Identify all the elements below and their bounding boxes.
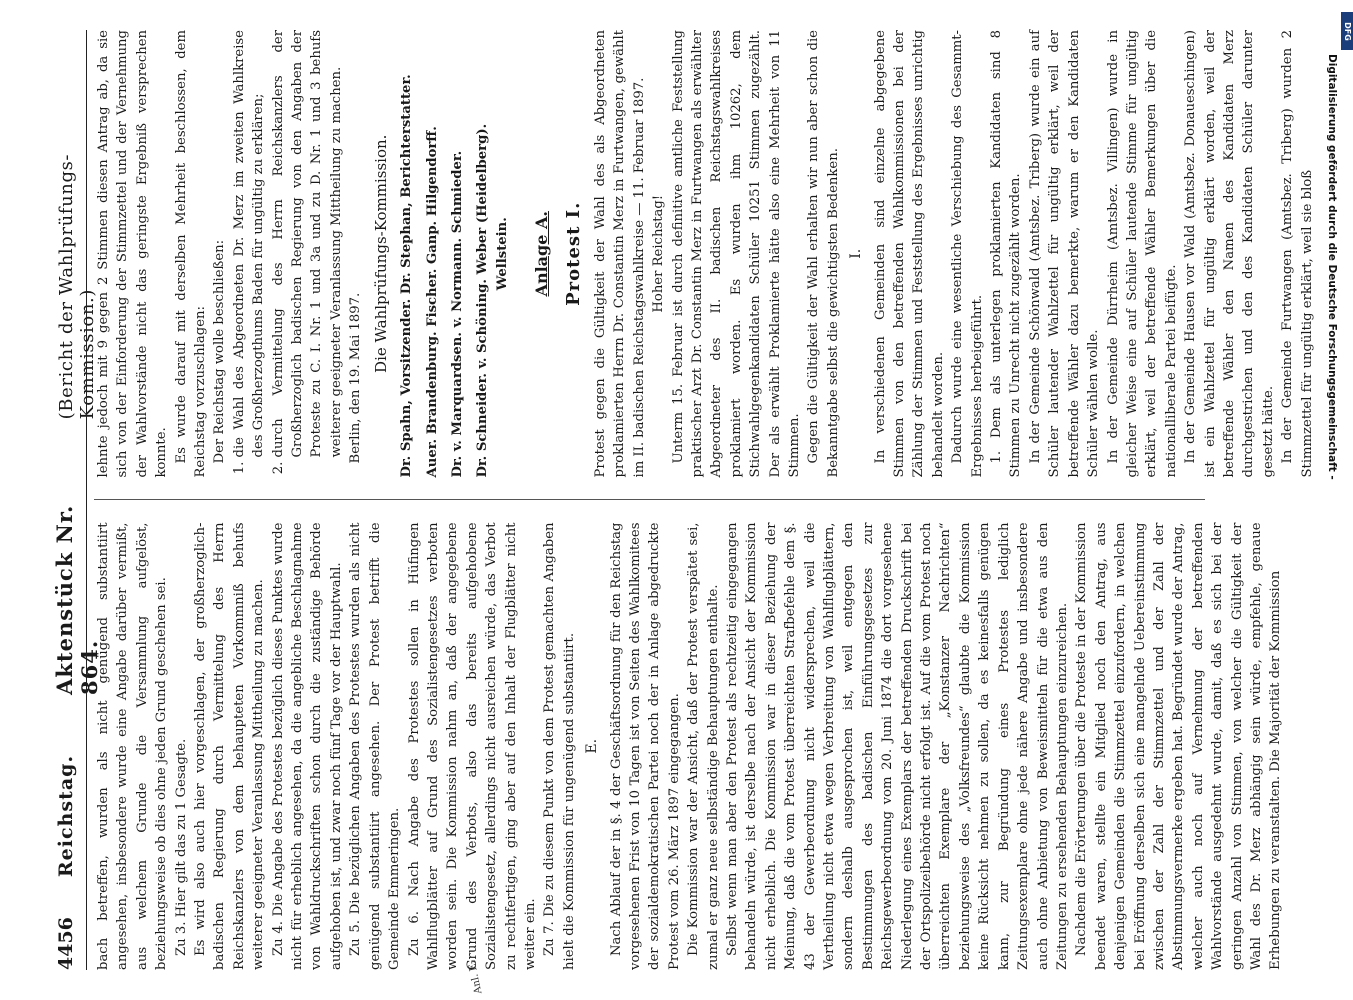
paragraph: In verschiedenen Gemeinden sind einzelne abgegebene Stimmen von den betreffenden Wahlkommissionen bei der Zählung der Stimmen und Feststellung des Ergebnisses unrichtig behandelt worden. xyxy=(872,30,946,478)
commission-title: Die Wahlprüfungs-Kommission. xyxy=(371,134,390,373)
paragraph: Die Kommission war der Ansicht, daß der Protest verspätet sei, zumal er ganz neue selbständige Behauptungen enthalte. xyxy=(686,522,721,970)
salutation: Hoher Reichstag! xyxy=(651,194,667,313)
digitization-credit: Digitalisierung gefördert durch die Deutsche Forschungsgemeinschaft - xyxy=(1326,54,1338,480)
paragraph: bach betreffen, wurden als nicht genügend substantiirt angesehen, insbesondere wurde eine Angabe darüber vermißt, aus welchem Grunde die Versammlung aufgelöst, beziehungsweise ob dies ohne jeden Grund geschehen sei. xyxy=(96,522,170,970)
signature-line xyxy=(473,30,492,478)
paragraph: Zu 5. Die bezüglichen Angaben des Protestes wurden als nicht genügend substantiirt angesehen. Der Protest betrifft die Gemeinde Emmeringen. xyxy=(348,522,403,970)
signature-line xyxy=(397,30,416,478)
paragraph: Nach Ablauf der in §. 4 der Geschäftsordnung für den Reichstag vorgesehenen Frist von 10 Tagen ist von Seiten des Wahlkomitees der sozialdemokratischen Partei noch der in Anlage abgedruckte Protest vom 26. März 1897 eingegangen. xyxy=(608,522,682,970)
paragraph: In der Gemeinde Furtwangen (Amtsbez. Triberg) wurden 2 Stimmzettel für ungültig erklärt, weil sie bloß xyxy=(1280,30,1315,478)
paragraph: Gegen die Gültigkeit der Wahl erhalten wir nun aber schon die Bekanntgabe selbst die gewichtigsten Bedenken. xyxy=(806,30,841,478)
column-divider xyxy=(94,500,1205,501)
paragraph: Zu 6. Nach Angabe des Protestes sollen in Hüfingen Wahlflugblätter auf Grund des Sozialistengesetzes verboten worden sein. Die Kommission nahm an, daß der angegebene Grund des Verbots, also das bereits aufgehobene Sozialistengesetz, allerdings nicht ausreichen würde, das Verbot zu rechtfertigen, ging aber auf den Inhalt der Flugblätter nicht weiter ein. xyxy=(406,522,538,970)
paragraph: Unterm 15. Februar ist durch definitive amtliche Feststellung praktischer Arzt Dr. Constantin Merz in Furtwangen als erwählter Abgeordneter des II. badischen Reichstagswahlkreises proklamiert worden. Es wurden ihm 10262, dem Stichwahlgegenkandidaten Schüler 10251 Stimmen zugezählt. Der als erwählt Proklamierte hätte also eine Mehrheit von 11 Stimmen. xyxy=(670,30,802,478)
page-number: 4456 xyxy=(55,917,77,970)
protest-title: Protest I. xyxy=(562,201,584,306)
signature-text: Wellstein. xyxy=(494,217,510,291)
chamber-label: Reichstag. xyxy=(55,754,77,878)
header-rule xyxy=(86,30,87,970)
paragraph: Es wird also auch hier vorgeschlagen, der großherzoglich-badischen Regierung durch Vermittelung des Herrn Reichskanzlers von dem behaupteten Vorkommniß behufs weiterer geeigneter Veranlassung Mittheilung zu machen. xyxy=(193,522,267,970)
paragraph: Zu 4. Die Angabe des Protestes bezüglich dieses Punktes wurde nicht für erheblich angesehen, da die angebliche Beschlagnahme von Wahldruckschriften schon durch die zuständige Behörde aufgehoben ist, und zwar noch fünf Tage vor der Hauptwahl. xyxy=(270,522,344,970)
report-title: (Bericht der Wahlprüfungs-Kommission.) xyxy=(56,153,98,420)
paragraph: Zu 3. Hier gilt das zu 1 Gesagte. xyxy=(173,738,189,956)
list-item: 2. durch Vermittelung des Herrn Reichskanzlers der Großherzoglich badischen Regierung von den Angaben der Proteste zu C. I. Nr. 1 und 3a und zu D. Nr. 1 und 3 behufs weiterer geeigneter Veranlassung Mittheilung zu machen. xyxy=(269,30,347,458)
paragraph: Der Reichstag wolle beschließen: xyxy=(212,239,228,464)
signature-line xyxy=(493,30,512,478)
dfg-logo xyxy=(1341,12,1353,50)
document-number: Aktenstück Nr. 864. xyxy=(52,504,102,695)
margin-note: Anl. E. xyxy=(466,959,485,995)
paragraph: In der Gemeinde Schönwald (Amtsbez. Triberg) wurde ein auf Schüler lautender Wahlzettel für ungültig erklärt, weil der betreffende Wähler dazu bemerkte, warum er den Kandidaten Schüler wählen wolle. xyxy=(1027,30,1102,478)
list-item: 1. die Wahl des Abgeordneten Dr. Merz im zweiten Wahlkreise des Großherzogthums Baden für ungültig zu erklären; xyxy=(230,30,269,458)
left-column xyxy=(94,522,1284,971)
paragraph: Zu 7. Die zu diesem Punkt von dem Protest gemachten Angaben hielt die Kommission für ungenügend substantiirt. xyxy=(542,522,577,970)
resolution-list xyxy=(230,30,346,478)
paragraph: Nachdem die Erörterungen über die Proteste in der Kommission beendet waren, stellte ein Mitglied noch den Antrag, aus denjenigen Gemeinden die Stimmzettel einzufordern, in welchen bei Eröffnung derselben sich eine mangelnde Uebereinstimmung zwischen der Zahl der Stimmzettel und der Zahl der Abstimmungsvermerke ergeben hat. Begründet wurde der Antrag, welcher auch noch auf Vernehmung der betreffenden Wahlvorstände ausgedehnt wurde, damit, daß es sich bei der geringen Anzahl von Stimmen, von welcher die Gültigkeit der Wahl des Dr. Merz abhängig sein würde, empfehle, genaue Erhebungen zu veranstalten. Die Majorität der Kommission xyxy=(1074,522,1284,970)
paragraph: lehnte jedoch mit 9 gegen 2 Stimmen diesen Antrag ab, da sie sich von der Einforderung der Stimmzettel und der Vernehmung der Wahlvorstände nicht das geringste Ergebniß versprechen konnte. xyxy=(96,30,170,478)
signature-line xyxy=(423,30,442,478)
dfg-logo-text: DFG xyxy=(1342,21,1352,41)
paragraph: 1. Dem als unterlegen proklamierten Kandidaten sind 8 Stimmen zu Unrecht nicht zugezählt worden. xyxy=(989,30,1024,478)
running-head xyxy=(52,30,102,970)
protest-subtitle: Protest gegen die Gültigkeit der Wahl des als Abgeordneten proklamierten Herrn Dr. Constantin Merz in Furtwangen, gewählt im II. badischen Reichstagswahlkreise — 11. Februar 1897. xyxy=(592,30,647,478)
section-heading: E. xyxy=(584,738,601,754)
signature-text: Dr. v. Marquardsen. v. Normann. Schmieder. xyxy=(449,150,465,478)
signature-text: Dr. Schneider. v. Schöning. Weber (Heidelberg). xyxy=(475,123,491,478)
appendix-heading: Anlage A. xyxy=(532,211,552,297)
paragraph: In der Gemeinde Dürrheim (Amtsbez. Villingen) wurde in gleicher Weise eine auf Schüler lautende Stimme für ungültig erklärt, weil der betreffende Wähler Bemerkungen über die nationalliberale Partei beifügte. xyxy=(1105,30,1179,478)
text-columns xyxy=(94,30,1315,970)
paragraph: Es wurde darauf mit derselben Mehrheit beschlossen, dem Reichstag vorzuschlagen: xyxy=(173,30,209,478)
signature-text: Dr. Spahn, Vorsitzender. Dr. Stephan, Berichterstatter. xyxy=(399,74,415,478)
section-heading: I. xyxy=(848,248,865,259)
paragraph: Dadurch wurde eine wesentliche Verschiebung des Gesammt-Ergebnisses herbeigeführt. xyxy=(950,30,985,478)
right-column xyxy=(94,30,1315,478)
date-line: Berlin, den 19. Mai 1897. xyxy=(348,292,364,464)
paragraph: Selbst wenn man aber den Protest als rechtzeitig eingegangen behandeln würde, ist derselbe nach der Ansicht der Kommission nicht erheblich. Die Kommission war in dieser Beziehung der Meinung, daß die vom Protest überreichten Strafbefehle dem §. 43 der Gewerbeordnung nicht widersprechen, weil die Vertheilung nicht etwa wegen Verbreitung von Wahlflugblättern, sondern deshalb ausgesprochen ist, weil entgegen den Bestimmungen des badischen Einführungsgesetzes zur Reichsgewerbeordnung vom 20. Juni 1874 die dort vorgesehene Niederlegung eines Exemplars der betreffenden Druckschrift bei der Ortspolizeibehörde nicht erfolgt ist. Auf die vom Protest noch überreichten Exemplare der „Konstanzer Nachrichten“ beziehungsweise des „Volksfreundes“ glaubte die Kommission keine Rücksicht nehmen zu sollen, da es keinesfalls genügen kann, zur Begründung eines Protestes lediglich Zeitungsexemplare ohne jede nähere Angabe und insbesondere auch ohne Anbietung von Beweismitteln für die etwa aus den Zeitungen zu ersehenden Behauptungen einzureichen. xyxy=(725,522,1070,970)
paragraph: In der Gemeinde Hausen vor Wald (Amtsbez. Donaueschingen) ist ein Wahlzettel für ungültig erklärt worden, weil der betreffende Wähler den Namen des Kandidaten Merz durchgestrichen und den des Kandidaten Schüler darunter gesetzt hätte. xyxy=(1183,30,1276,478)
signature-text: Auer. Brandenburg. Fischer. Ganp. Hilgendorff. xyxy=(424,126,440,478)
signature-line xyxy=(448,30,467,478)
